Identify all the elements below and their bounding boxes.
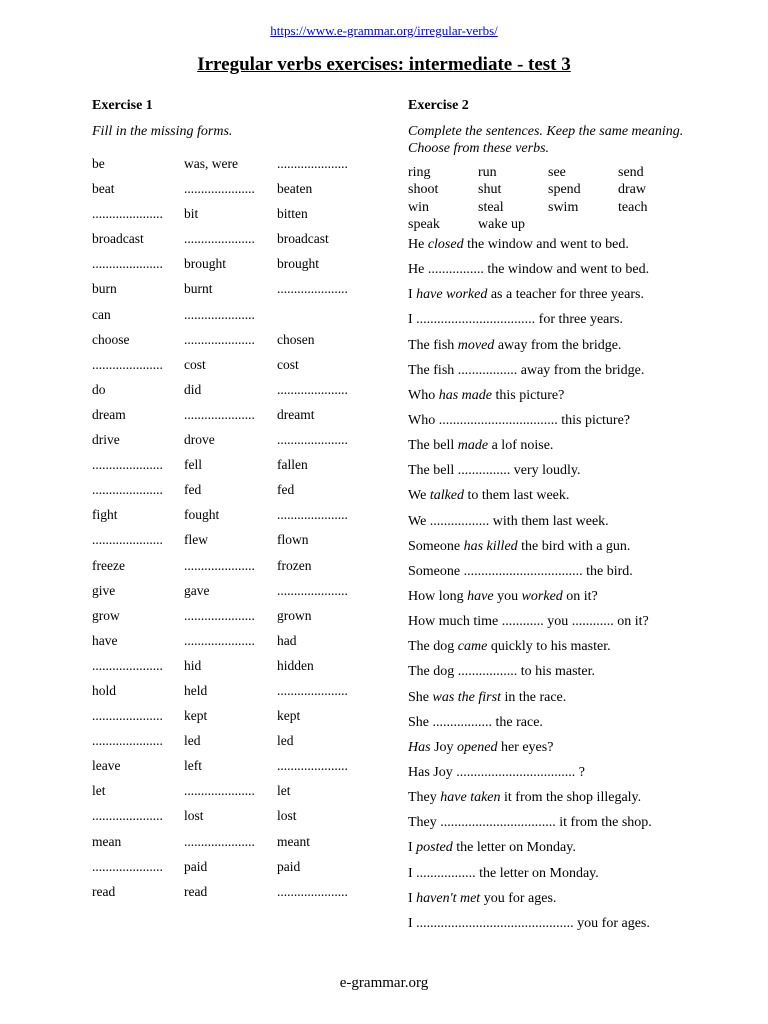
blank-field[interactable]: ..................... xyxy=(92,858,163,874)
exercise-1-heading: Exercise 1 xyxy=(92,98,153,113)
verb-form: mean xyxy=(92,833,122,849)
verb-form: can xyxy=(92,306,111,322)
verb-form: hid xyxy=(184,657,202,673)
verb-bank-item: swim xyxy=(548,199,579,215)
verb-form: read xyxy=(184,883,208,899)
sentence-original xyxy=(408,338,652,363)
blank-field[interactable]: ..................... xyxy=(92,733,163,749)
sentence-text: Who xyxy=(408,387,439,403)
sentence-list xyxy=(408,237,652,941)
sentence-text: We xyxy=(408,488,430,504)
sentence-text: He xyxy=(408,237,428,252)
sentence-text: The dog ................. to his master. xyxy=(408,664,596,680)
sentence-original xyxy=(408,690,652,715)
sentence-key-verb: posted xyxy=(416,840,453,856)
sentence-original xyxy=(408,740,652,765)
verb-form: cost xyxy=(277,356,299,372)
verb-form: fallen xyxy=(277,457,308,473)
verb-form: do xyxy=(92,381,106,397)
verb-bank-item: wake up xyxy=(478,216,526,232)
blank-field[interactable]: ..................... xyxy=(277,507,348,523)
sentence-text: Joy xyxy=(430,739,458,755)
verb-form: beaten xyxy=(277,181,313,197)
verb-form: give xyxy=(92,582,116,598)
sentence-text: We ................. with them last week. xyxy=(408,513,609,529)
verb-form: lost xyxy=(277,808,297,824)
sentence-key-verb: have worked xyxy=(416,287,488,303)
blank-field[interactable]: ..................... xyxy=(92,206,163,222)
sentence-text: you xyxy=(493,588,522,604)
verb-bank-item: win xyxy=(408,199,429,215)
verb-form: fed xyxy=(184,482,202,498)
blank-field[interactable]: ..................... xyxy=(277,432,348,448)
sentence-text: this picture? xyxy=(492,387,565,403)
verb-form: left xyxy=(184,758,202,774)
blank-field[interactable]: ..................... xyxy=(184,406,255,422)
verb-form: fought xyxy=(184,507,220,523)
sentence-original xyxy=(408,237,652,262)
sentence-text: I .................................. for three years. xyxy=(408,312,624,328)
blank-field[interactable]: ..................... xyxy=(184,783,255,799)
sentence-text: The bell xyxy=(408,438,458,454)
verb-bank-item: spend xyxy=(548,182,581,198)
verb-form: broadcast xyxy=(92,231,144,247)
verb-form: burn xyxy=(92,281,117,297)
sentence-text: They ................................. it from the shop. xyxy=(408,815,652,831)
sentence-key-verb: has killed xyxy=(463,538,518,554)
blank-field[interactable]: ..................... xyxy=(277,381,348,397)
verb-bank-item: draw xyxy=(618,182,646,198)
verb-form: held xyxy=(184,682,208,698)
sentence-key-verb: have taken xyxy=(440,790,501,806)
sentence-blank[interactable] xyxy=(408,514,652,539)
sentence-original xyxy=(408,539,652,564)
verb-bank-item: shoot xyxy=(408,182,439,198)
sentence-original xyxy=(408,388,652,413)
blank-field[interactable]: ..................... xyxy=(92,457,163,473)
sentence-blank[interactable] xyxy=(408,564,652,589)
verb-form: choose xyxy=(92,331,130,347)
blank-field[interactable]: ..................... xyxy=(277,758,348,774)
blank-field[interactable]: ..................... xyxy=(277,281,348,297)
sentence-text: I ................. the letter on Monday. xyxy=(408,865,599,881)
sentence-text: a lof noise. xyxy=(488,438,554,454)
page-title: Irregular verbs exercises: intermediate - test 3 xyxy=(197,54,571,75)
sentence-text: to them last week. xyxy=(464,488,570,504)
sentence-blank[interactable] xyxy=(408,363,652,388)
blank-field[interactable]: ..................... xyxy=(277,156,348,171)
sentence-text: the bird with a gun. xyxy=(517,538,631,554)
sentence-text: The dog xyxy=(408,639,458,655)
verb-form: be xyxy=(92,156,105,171)
verb-form: drove xyxy=(184,432,215,448)
verb-form: beat xyxy=(92,181,115,197)
sentence-text: She ................. the race. xyxy=(408,714,543,730)
verb-form: dream xyxy=(92,406,126,422)
verb-form: dreamt xyxy=(277,406,315,422)
verb-form: grow xyxy=(92,607,120,623)
blank-field[interactable]: ..................... xyxy=(92,532,163,548)
verb-form: was, were xyxy=(184,156,238,171)
sentence-text: Someone xyxy=(408,538,464,554)
verb-form: bit xyxy=(184,206,199,222)
sentence-blank[interactable] xyxy=(408,262,652,287)
verb-form: paid xyxy=(184,858,208,874)
sentence-blank[interactable] xyxy=(408,463,652,488)
blank-field[interactable]: ..................... xyxy=(184,231,255,247)
verb-bank-item: speak xyxy=(408,216,440,232)
verb-form: drive xyxy=(92,432,120,448)
verb-form: did xyxy=(184,381,202,397)
verb-form: leave xyxy=(92,758,121,774)
verb-form: led xyxy=(184,733,201,749)
footer-site-name: e-grammar.org xyxy=(339,975,429,991)
sentence-key-verb: made xyxy=(457,438,489,454)
sentence-blank[interactable] xyxy=(408,765,652,790)
sentence-text: quickly to his master. xyxy=(487,639,611,655)
sentence-key-verb: came xyxy=(457,639,488,655)
sentence-key-verb: moved xyxy=(457,337,495,353)
sentence-key-verb: has made xyxy=(438,387,492,403)
verb-bank-item: see xyxy=(548,165,566,180)
sentence-text: as a teacher for three years. xyxy=(487,287,644,303)
sentence-original xyxy=(408,589,652,614)
verb-form: let xyxy=(277,783,291,799)
sentence-text: The fish xyxy=(408,337,458,353)
sentence-text: you for ages. xyxy=(480,890,557,906)
verb-form: kept xyxy=(184,708,208,724)
verb-bank xyxy=(408,164,688,233)
verb-form: frozen xyxy=(277,557,312,573)
verb-form: freeze xyxy=(92,557,125,573)
verb-bank-item xyxy=(618,216,688,233)
verb-form: have xyxy=(92,632,118,648)
blank-field[interactable]: ..................... xyxy=(92,657,163,673)
verb-form: bitten xyxy=(277,206,308,222)
sentence-text: it from the shop illegaly. xyxy=(500,790,642,806)
blank-field[interactable]: ..................... xyxy=(184,306,255,322)
blank-field[interactable]: ..................... xyxy=(92,708,163,724)
sentence-text: I xyxy=(408,890,417,906)
sentence-text: They xyxy=(408,790,441,806)
sentence-blank[interactable] xyxy=(408,413,652,438)
sentence-text: her eyes? xyxy=(497,739,554,755)
sentence-text: How much time ............ you ............ on it? xyxy=(408,614,649,630)
sentence-text: I xyxy=(408,287,417,303)
verb-bank-item: send xyxy=(618,165,644,180)
sentence-key-verb: have xyxy=(467,588,494,604)
verb-form: cost xyxy=(184,356,206,372)
blank-field[interactable]: ..................... xyxy=(92,482,163,498)
blank-field[interactable]: ..................... xyxy=(184,557,255,573)
sentence-blank[interactable] xyxy=(408,815,652,840)
sentence-text: Has Joy .................................. ? xyxy=(408,764,585,780)
sentence-key-verb: opened xyxy=(457,739,498,755)
sentence-blank[interactable] xyxy=(408,664,652,689)
sentence-original xyxy=(408,287,652,312)
verb-bank-item: ring xyxy=(408,165,431,180)
blank-field[interactable]: ..................... xyxy=(92,256,163,272)
blank-field[interactable]: ..................... xyxy=(277,582,348,598)
verb-form: grown xyxy=(277,607,312,623)
sentence-text: She xyxy=(408,689,433,705)
sentence-text: The fish ................. away from the bridge. xyxy=(408,362,645,378)
sentence-original xyxy=(408,790,652,815)
exercise-2-heading: Exercise 2 xyxy=(408,98,469,113)
blank-field[interactable]: ..................... xyxy=(92,808,163,824)
sentence-key-verb: haven't met xyxy=(416,890,481,906)
verb-form: brought xyxy=(184,256,226,272)
exercise-1-instruction: Fill in the missing forms. xyxy=(92,124,233,139)
blank-field[interactable]: ..................... xyxy=(184,632,255,648)
sentence-original xyxy=(408,438,652,463)
sentence-text: I xyxy=(408,840,417,856)
verb-bank-item: run xyxy=(478,165,497,180)
sentence-key-verb: Has xyxy=(408,739,431,755)
verb-form: meant xyxy=(277,833,310,849)
sentence-text: The bell ............... very loudly. xyxy=(408,463,581,479)
sentence-text: He ................ the window and went to bed. xyxy=(408,262,650,278)
sentence-blank[interactable] xyxy=(408,715,652,740)
verb-form: read xyxy=(92,883,116,899)
verb-form: flown xyxy=(277,532,309,548)
sentence-original xyxy=(408,639,652,664)
verb-form: hidden xyxy=(277,657,314,673)
verb-form: let xyxy=(92,783,106,799)
blank-field[interactable]: ..................... xyxy=(277,883,348,899)
verb-form: led xyxy=(277,733,294,749)
verb-form: lost xyxy=(184,808,204,824)
sentence-text: on it? xyxy=(562,588,598,604)
blank-field[interactable]: ..................... xyxy=(184,833,255,849)
verb-form: gave xyxy=(184,582,210,598)
verb-form: kept xyxy=(277,708,301,724)
sentence-key-verb: closed xyxy=(427,237,464,252)
sentence-blank[interactable] xyxy=(408,916,652,941)
blank-field[interactable]: ..................... xyxy=(92,356,163,372)
sentence-text: the letter on Monday. xyxy=(452,840,576,856)
blank-field[interactable]: ..................... xyxy=(184,331,255,347)
verb-form: fed xyxy=(277,482,295,498)
source-url-link[interactable]: https://www.e-grammar.org/irregular-verbs/ xyxy=(270,23,498,38)
verb-form: had xyxy=(277,632,297,648)
sentence-text: away from the bridge. xyxy=(494,337,622,353)
sentence-text: How long xyxy=(408,588,468,604)
verb-form: hold xyxy=(92,682,117,698)
sentence-text: I ............................................. you for ages. xyxy=(408,915,650,931)
sentence-original xyxy=(408,488,652,513)
sentence-text: in the race. xyxy=(500,689,567,705)
verb-form: brought xyxy=(277,256,319,272)
sentence-key-verb: worked xyxy=(521,588,563,604)
verb-form: fight xyxy=(92,507,118,523)
sentence-key-verb: talked xyxy=(429,488,465,504)
blank-field[interactable]: ..................... xyxy=(184,607,255,623)
exercise-2-instruction: Complete the sentences. Keep the same meaning. Choose from these verbs. xyxy=(408,124,684,156)
verb-form: paid xyxy=(277,858,301,874)
sentence-blank[interactable] xyxy=(408,866,652,891)
blank-field[interactable]: ..................... xyxy=(277,682,348,698)
sentence-original xyxy=(408,891,652,916)
verb-form: broadcast xyxy=(277,231,329,247)
blank-field[interactable]: ..................... xyxy=(184,181,255,197)
verb-form: chosen xyxy=(277,331,315,347)
verb-bank-item: steal xyxy=(478,199,504,215)
sentence-blank[interactable] xyxy=(408,312,652,337)
sentence-original xyxy=(408,840,652,865)
verb-form: burnt xyxy=(184,281,213,297)
sentence-text: Someone .................................. the bird. xyxy=(408,563,633,579)
verb-form: flew xyxy=(184,532,208,548)
verb-bank-item: teach xyxy=(618,199,648,215)
sentence-text: the window and went to bed. xyxy=(463,237,629,252)
verb-bank-item xyxy=(548,216,618,233)
sentence-key-verb: was the first xyxy=(432,689,501,705)
sentence-blank[interactable] xyxy=(408,614,652,639)
verb-form: fell xyxy=(184,457,202,473)
sentence-text: Who .................................. this picture? xyxy=(408,412,631,428)
verb-bank-item: shut xyxy=(478,182,502,198)
